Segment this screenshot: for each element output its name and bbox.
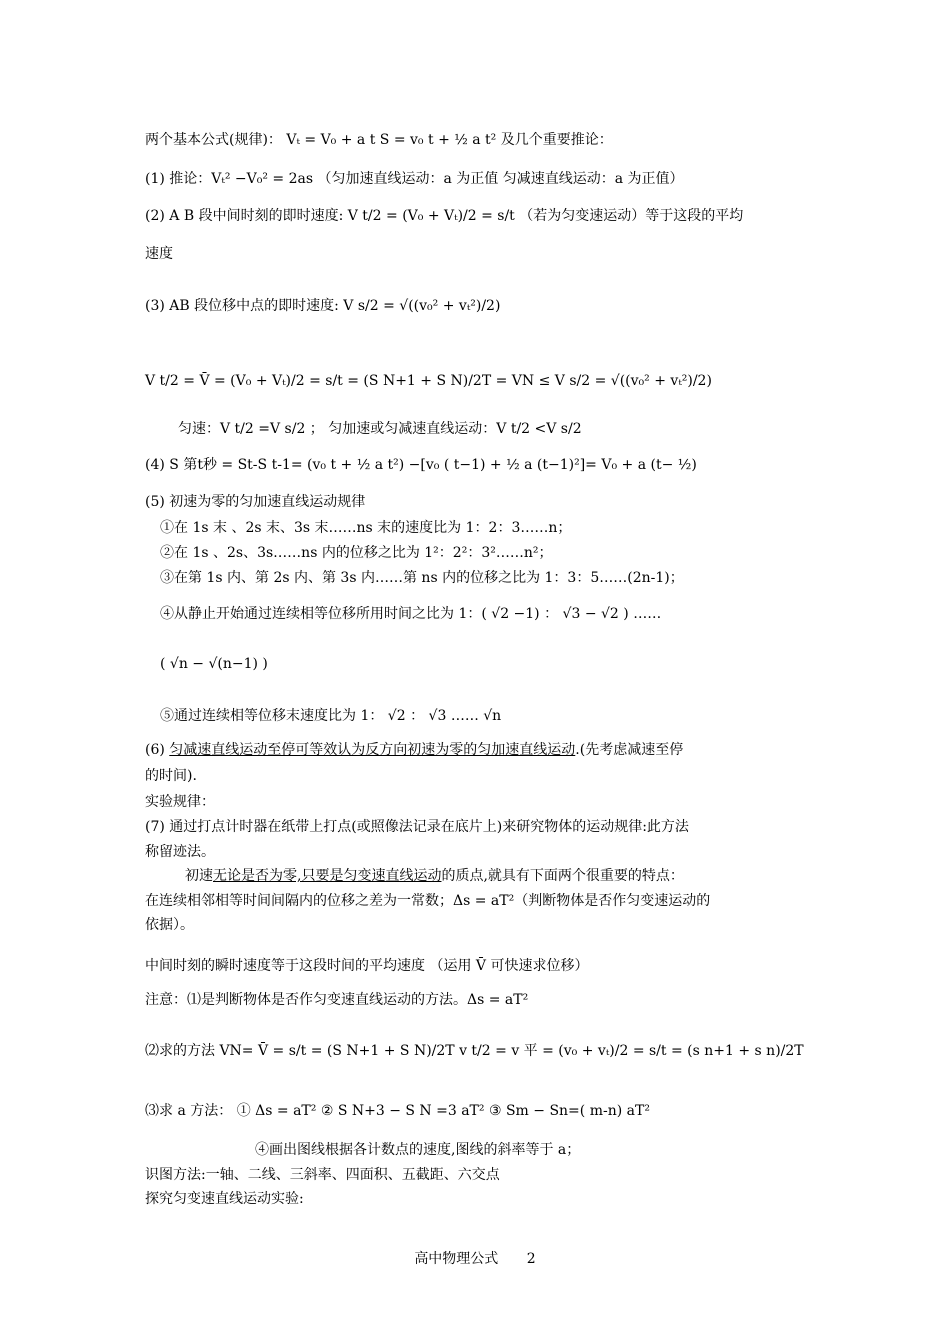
text-line: ④画出图线根据各计数点的速度,图线的斜率等于 a； [255, 1142, 581, 1158]
text-line: 中间时刻的瞬时速度等于这段时间的平均速度 （运用 V̄ 可快速求位移） [145, 958, 589, 974]
footer-title: 高中物理公式 [414, 1251, 499, 1267]
text-line [185, 867, 684, 885]
text-line: 的时间). [145, 768, 197, 784]
text-line: 速度 [145, 246, 173, 262]
text-line: ⑵求的方法 VN= V̄ = s/t = (S N+1 + S N)/2T v t/2 = v 平 = (v₀ + vₜ)/2 = s/t = (s n+1 + s n)/2T [145, 1043, 804, 1059]
text-run: (6) [145, 742, 170, 758]
text-line: V t/2 = V̄ = (V₀ + Vₜ)/2 = s/t = (S N+1 + S N)/2T = VN ≤ V s/2 = √((v₀² + vₜ²)/2) [145, 373, 712, 389]
text-line: ②在 1s 、2s、3s……ns 内的位移之比为 1²：2²：3²……n²； [160, 545, 553, 561]
text-line [145, 741, 683, 759]
text-line: (1) 推论：Vₜ² −V₀² = 2as （匀加速直线运动：a 为正值 匀减速直线运动：a 为正值） [145, 171, 684, 187]
text-line: 匀速：V t/2 =V s/2 ； 匀加速或匀减速直线运动：V t/2 <V s/2 [178, 421, 582, 437]
text-run: 初速 [185, 868, 213, 884]
text-line: (5) 初速为零的匀加速直线运动规律 [145, 494, 366, 510]
text-line: 实验规律： [145, 794, 215, 810]
text-line: (2) A B 段中间时刻的即时速度: V t/2 = (V₀ + Vₜ)/2 = s/t （若为匀变速运动）等于这段的平均 [145, 208, 744, 224]
text-run: 的质点,就具有下面两个很重要的特点： [441, 868, 684, 884]
text-line: 依据）。 [145, 917, 194, 933]
text-line: ⑶求 a 方法： ① Δs = aT² ② S N+3 − S N =3 aT² ③ Sm − Sn=( m-n) aT² [145, 1103, 650, 1119]
text-line: 在连续相邻相等时间间隔内的位移之差为一常数；Δs = aT²（判断物体是否作匀变速运动的 [145, 893, 711, 909]
text-line: ①在 1s 末 、2s 末、3s 末……ns 末的速度比为 1：2：3……n； [160, 520, 572, 536]
text-line: ④从静止开始通过连续相等位移所用时间之比为 1：( √2 −1) ： √3 − √2 ) …… [160, 606, 662, 622]
underlined-text: 匀减速直线运动至停可等效认为反方向初速为零的匀加速直线运动 [169, 742, 576, 758]
text-line: 探究匀变速直线运动实验: [145, 1191, 304, 1207]
text-line: 两个基本公式(规律)： Vₜ = V₀ + a t S = v₀ t + ½ a t² 及几个重要推论： [145, 132, 613, 148]
text-line: 注意：⑴是判断物体是否作匀变速直线运动的方法。Δs = aT² [145, 992, 529, 1008]
text-line: ⑤通过连续相等位移末速度比为 1： √2 ： √3 …… √n [160, 708, 502, 724]
text-line: ( √n − √(n−1) ) [160, 656, 268, 672]
text-run: .(先考虑减速至停 [575, 742, 684, 758]
text-line: 称留迹法。 [145, 844, 215, 860]
underlined-text: 无论是否为零,只要是匀变速直线运动 [213, 868, 442, 884]
text-line: ③在第 1s 内、第 2s 内、第 3s 内……第 ns 内的位移之比为 1：3：5……(2n-1)； [160, 570, 684, 586]
text-line: (3) AB 段位移中点的即时速度: V s/2 = √((v₀² + vₜ²)/2) [145, 298, 501, 314]
page-number: 2 [526, 1251, 536, 1267]
text-line: 识图方法:一轴、二线、三斜率、四面积、五截距、六交点 [145, 1167, 500, 1183]
text-line: (7) 通过打点计时器在纸带上打点(或照像法记录在底片上)来研究物体的运动规律:此方法 [145, 819, 689, 835]
text-line: (4) S 第t秒 = St-S t-1= (v₀ t + ½ a t²) −[v₀ ( t−1) + ½ a (t−1)²]= V₀ + a (t− ½) [145, 457, 697, 473]
page-footer [0, 1248, 950, 1268]
